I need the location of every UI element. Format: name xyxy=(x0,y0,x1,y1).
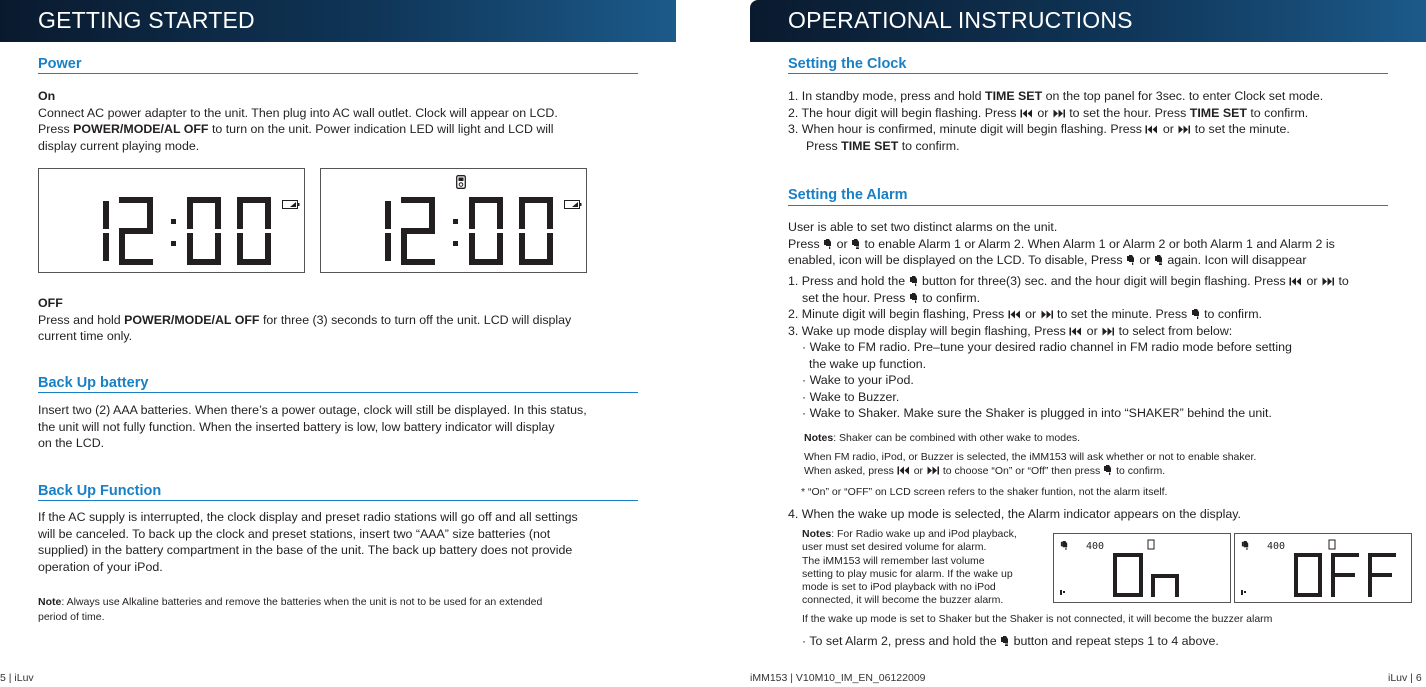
alarm-intro: User is able to set two distinct alarms on the unit. Press or to enable Alarm 1 or Alarm 2. When Alarm 1 or Alarm 2 or both Alarm 1 and Alarm 2 is enabled, icon will be displayed on the LCD. To disable, Press or again. Icon will disappear xyxy=(788,220,1335,267)
clock-step-1: 1. In standby mode, press and hold TIME SET on the top panel for 3sec. to enter Clock set mode. xyxy=(788,89,1324,103)
alarm-step-1-cont: set the hour. Press to confirm. xyxy=(802,290,981,305)
lcd-display-shaker-off xyxy=(1234,533,1412,603)
alarm-steps xyxy=(788,273,1349,422)
lcd-off-label: OFF xyxy=(1297,591,1299,592)
clock-step-2: 2. The hour digit will begin flashing. Press or to set the hour. Press TIME SET to confirm. xyxy=(788,105,1309,120)
wake-option-buzzer: · Wake to Buzzer. xyxy=(802,389,900,404)
setting-alarm-rule xyxy=(788,205,1388,206)
skip-previous-icon xyxy=(1020,109,1034,118)
lcd-on-label: On xyxy=(1116,591,1118,592)
lcd-off-graphics xyxy=(1239,539,1409,601)
shaker-not-connected-note: If the wake up mode is set to Shaker but the Shaker is not connected, it will become the buzzer alarm xyxy=(802,613,1273,625)
skip-previous-icon xyxy=(1069,327,1083,336)
alarm-1-icon xyxy=(1103,464,1113,475)
ipod-icon xyxy=(456,175,466,189)
shaker-notes: Notes: Shaker can be combined with other wake to modes. When FM radio, iPod, or Buzzer is selected, the iMM153 will ask whether or not to enable shaker. When asked, press or to choose “On” or “Off” then press to confirm. xyxy=(804,432,1257,477)
off-line-1: Press and hold POWER/MODE/AL OFF for three (3) seconds to turn off the unit. LCD will display xyxy=(38,312,572,327)
lcd-clock-digits xyxy=(101,195,281,267)
skip-previous-icon xyxy=(1008,310,1022,319)
battery-icon xyxy=(282,200,300,209)
operational-instructions-banner: OPERATIONAL INSTRUCTIONS xyxy=(750,0,1426,42)
alarm-2-instruction: · To set Alarm 2, press and hold the button and repeat steps 1 to 4 above. xyxy=(802,634,1219,648)
backup-battery-rule xyxy=(38,392,638,393)
skip-next-icon xyxy=(1052,109,1066,118)
wake-option-fm-cont: the wake up function. xyxy=(809,356,927,371)
power-rule xyxy=(38,73,638,74)
alarm-1-icon xyxy=(1191,308,1201,319)
setting-clock-title: Setting the Clock xyxy=(788,56,907,72)
on-heading: On xyxy=(38,89,56,103)
setting-clock-steps xyxy=(788,88,1323,154)
backup-function-text: If the AC supply is interrupted, the clock display and preset radio stations will go off and all settings will be canceled. To back up the clock and preset stations, insert two “AAA” size batteries (not supplied) in the battery compartment in the base of the unit. The back up battery does not provide operation of your iPod. xyxy=(38,510,578,574)
on-line-1: Connect AC power adapter to the unit. Then plug into AC wall outlet. Clock will appear on LCD. xyxy=(38,105,558,120)
alarm-step-1: 1. Press and hold the button for three(3) sec. and the hour digit will begin flashing. Press or to xyxy=(788,274,1349,288)
skip-next-icon xyxy=(1321,277,1335,286)
alarm-step-3: 3. Wake up mode display will begin flashing, Press or to select from below: xyxy=(788,323,1233,338)
power-off-block xyxy=(38,295,571,345)
alarm-2-icon xyxy=(851,238,861,249)
skip-next-icon xyxy=(926,466,940,475)
lcd-off-time: 400 xyxy=(1267,541,1286,552)
off-heading: OFF xyxy=(38,296,63,310)
alarm-1-icon xyxy=(1242,541,1248,550)
lcd-display-clock xyxy=(38,168,305,273)
alarm-step-4: 4. When the wake up mode is selected, the Alarm indicator appears on the display. xyxy=(788,507,1241,521)
wake-option-ipod: · Wake to your iPod. xyxy=(802,373,914,387)
setting-clock-rule xyxy=(788,73,1388,74)
power-on-block xyxy=(38,88,558,154)
on-line-2: Press POWER/MODE/AL OFF to turn on the unit. Power indication LED will light and LCD will xyxy=(38,122,554,136)
backup-battery-title: Back Up battery xyxy=(38,375,149,391)
on-off-footnote: * “On” or “OFF” on LCD screen refers to the shaker funtion, not the alarm itself. xyxy=(801,486,1168,498)
alarm-step-2: 2. Minute digit will begin flashing, Press or to set the minute. Press to confirm. xyxy=(788,307,1262,321)
lcd-on-time: 400 xyxy=(1086,541,1105,552)
skip-previous-icon xyxy=(897,466,911,475)
lcd-display-shaker-on xyxy=(1053,533,1231,603)
skip-next-icon xyxy=(1101,327,1115,336)
backup-function-rule xyxy=(38,500,638,501)
skip-previous-icon xyxy=(1145,125,1159,134)
off-line-2: current time only. xyxy=(38,329,133,343)
alarm-1-icon xyxy=(909,292,919,303)
alarm-1-icon xyxy=(909,275,919,286)
footer-document-code: iMM153 | V10M10_IM_EN_06122009 xyxy=(750,672,926,684)
on-line-3: display current playing mode. xyxy=(38,138,200,153)
clock-step-3-cont: Press TIME SET to confirm. xyxy=(806,138,960,153)
alarm-1-icon xyxy=(1126,254,1136,265)
lcd-clock-digits xyxy=(383,195,563,267)
power-section-title: Power xyxy=(38,56,82,72)
wake-option-shaker: · Wake to Shaker. Make sure the Shaker is plugged in into “SHAKER” behind the unit. xyxy=(802,406,1272,420)
footer-left-page-number: 5 | iLuv xyxy=(0,672,34,684)
backup-function-title: Back Up Function xyxy=(38,483,162,499)
setting-alarm-title: Setting the Alarm xyxy=(788,187,908,203)
skip-next-icon xyxy=(1177,125,1191,134)
battery-icon xyxy=(564,200,582,209)
alarm-1-icon xyxy=(823,238,833,249)
getting-started-banner: GETTING STARTED xyxy=(0,0,676,42)
footer-right-page-number: iLuv | 6 xyxy=(1388,672,1422,684)
clock-step-3: 3. When hour is confirmed, minute digit will begin flashing. Press or to set the minute. xyxy=(788,122,1290,136)
backup-note: Note: Always use Alkaline batteries and remove the batteries when the unit is not to be used for an extended period of time. xyxy=(38,596,543,623)
lcd-display-ipod xyxy=(320,168,587,273)
wake-option-fm: · Wake to FM radio. Pre–tune your desired radio channel in FM radio mode before setting xyxy=(802,340,1292,354)
lcd-on-graphics xyxy=(1058,539,1228,601)
alarm-2-icon xyxy=(1000,635,1010,646)
alarm-2-icon xyxy=(1154,254,1164,265)
backup-battery-text: Insert two (2) AAA batteries. When there’s a power outage, clock will still be displayed. In this status, the unit will not fully function. When the inserted battery is low, low battery indicator will display on the LCD. xyxy=(38,403,587,450)
step-4-notes: Notes: For Radio wake up and iPod playback, user must set desired volume for alarm. The iMM153 will remember last volume setting to play music for alarm. If the wake up mode is set to iPod playback with no iPod connected, it will become the buzzer alarm. xyxy=(802,528,1017,607)
skip-previous-icon xyxy=(1289,277,1303,286)
skip-next-icon xyxy=(1040,310,1054,319)
alarm-1-icon xyxy=(1061,541,1067,550)
